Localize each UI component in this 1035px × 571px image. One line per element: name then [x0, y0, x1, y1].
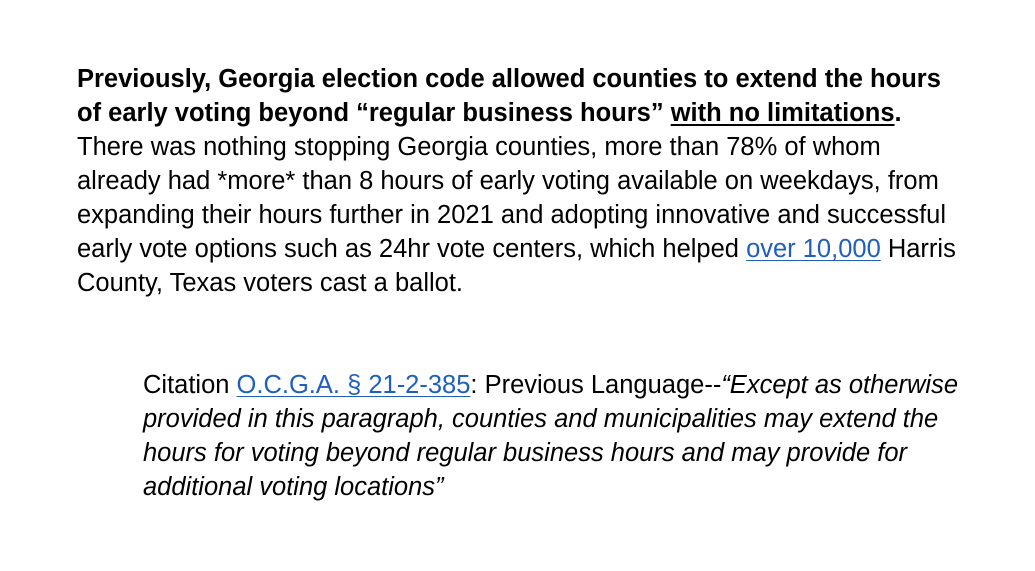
citation-label: : Previous Language-- [470, 371, 722, 399]
ocga-citation-link[interactable]: O.C.G.A. § 21-2-385 [236, 371, 471, 399]
citation-prefix: Citation [143, 371, 237, 399]
citation-paragraph [143, 368, 963, 504]
bold-underlined-text: with no limitations [670, 99, 895, 127]
citation-quote: “Except as otherwise provided in this paragraph, counties and municipalities may extend the hours for voting beyond regular business hours and may provide for additional voting locations” [143, 371, 958, 501]
bold-period: . [894, 99, 902, 127]
bold-lead-text: Previously, Georgia election code allowed counties to extend the hours of early voting beyond “regular business hours” [77, 65, 941, 127]
body-text: There was nothing stopping Georgia counties, more than 78% of whom already had *more* than 8 hours of early voting available on weekdays, from expanding their hours further in 2021 and adopting innovative and successful early vote options such as 24hr vote centers, which helped [77, 133, 947, 263]
over-10000-link[interactable]: over 10,000 [746, 235, 881, 263]
body-tail-text: Harris County, Texas voters cast a ballot. [77, 235, 956, 297]
main-paragraph [77, 62, 957, 300]
